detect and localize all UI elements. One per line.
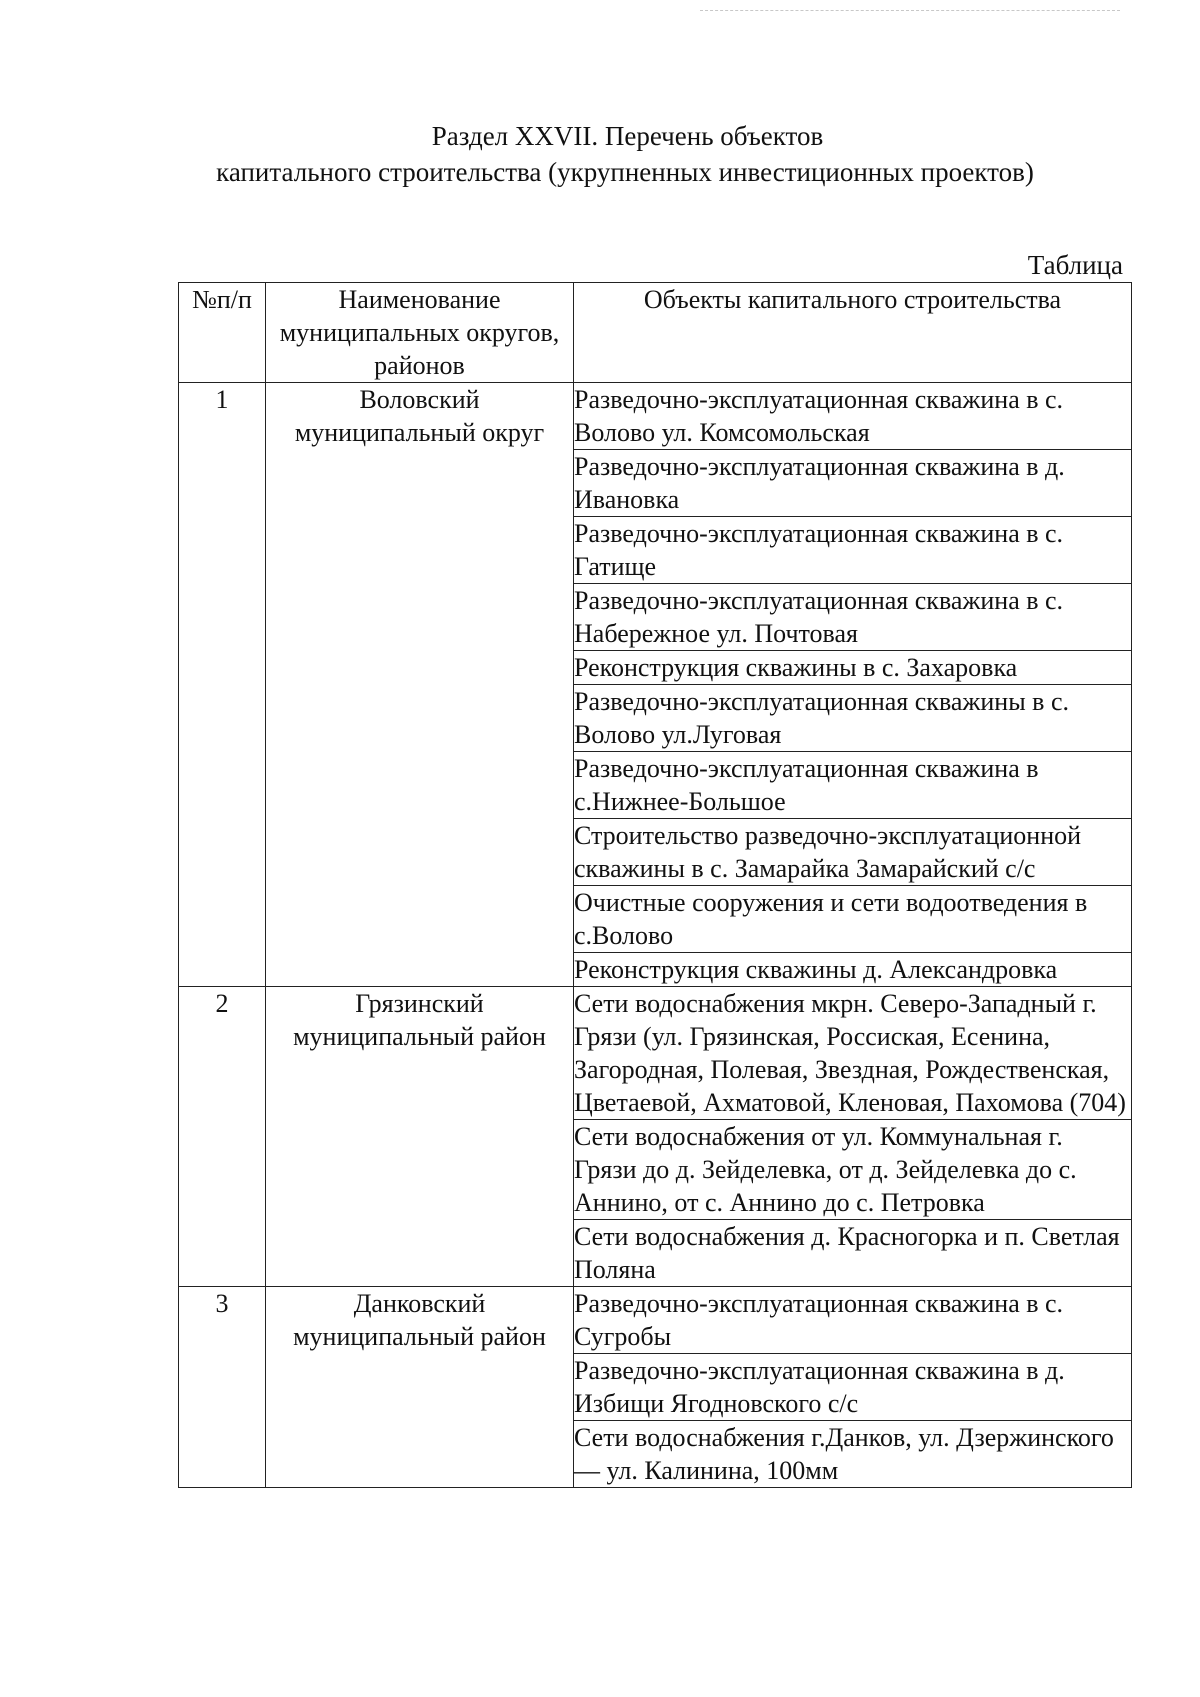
object-cell: Разведочно-эксплуатационная скважина в с. Набережное ул. Почтовая bbox=[574, 584, 1132, 651]
object-cell: Строительство разведочно-эксплуатационной скважины в с. Замарайка Замарайский с/с bbox=[574, 819, 1132, 886]
objects-table bbox=[178, 282, 1132, 1488]
object-cell: Разведочно-эксплуатационная скважина в с.Нижнее-Большое bbox=[574, 752, 1132, 819]
row-number: 1 bbox=[179, 383, 266, 987]
district-name: Воловский муниципальный округ bbox=[266, 383, 574, 987]
object-cell: Сети водоснабжения от ул. Коммунальная г. Грязи до д. Зейделевка, от д. Зейделевка до с. Аннино, от с. Аннино до с. Петровка bbox=[574, 1120, 1132, 1220]
table-row bbox=[179, 987, 1132, 1120]
district-name: Данковский муниципальный район bbox=[266, 1287, 574, 1488]
district-name: Грязинский муниципальный район bbox=[266, 987, 574, 1287]
object-cell: Сети водоснабжения мкрн. Северо-Западный г. Грязи (ул. Грязинская, Россиская, Есенина, Загородная, Полевая, Звездная, Рождественская, Цветаевой, Ахматовой, Кленовая, Пахомова (704) bbox=[574, 987, 1132, 1120]
column-header-objects: Объекты капитального строительства bbox=[574, 283, 1132, 383]
row-number: 2 bbox=[179, 987, 266, 1287]
object-cell: Разведочно-эксплуатационная скважина в с. Гатище bbox=[574, 517, 1132, 584]
object-cell: Реконструкция скважины д. Александровка bbox=[574, 953, 1132, 987]
object-cell: Очистные сооружения и сети водоотведения в с.Волово bbox=[574, 886, 1132, 953]
row-number: 3 bbox=[179, 1287, 266, 1488]
object-cell: Разведочно-эксплуатационная скважина в с. Сугробы bbox=[574, 1287, 1132, 1354]
column-header-district: Наименование муниципальных округов, районов bbox=[266, 283, 574, 383]
object-cell: Разведочно-эксплуатационная скважина в д. Избищи Ягодновского с/с bbox=[574, 1354, 1132, 1421]
object-cell: Разведочно-эксплуатационная скважина в д. Ивановка bbox=[574, 450, 1132, 517]
column-header-number: №п/п bbox=[179, 283, 266, 383]
object-cell: Сети водоснабжения г.Данков, ул. Дзержинского — ул. Калинина, 100мм bbox=[574, 1421, 1132, 1488]
table-row bbox=[179, 383, 1132, 450]
object-cell: Реконструкция скважины в с. Захаровка bbox=[574, 651, 1132, 685]
table-caption: Таблица bbox=[1027, 250, 1123, 280]
object-cell: Сети водоснабжения д. Красногорка и п. Светлая Поляна bbox=[574, 1220, 1132, 1287]
scan-artifact-line bbox=[700, 10, 1120, 12]
table-header-row bbox=[179, 283, 1132, 383]
table-row bbox=[179, 1287, 1132, 1354]
section-title bbox=[0, 118, 1200, 190]
section-title-line2: капитального строительства (укрупненных инвестиционных проектов) bbox=[216, 157, 1034, 187]
section-title-line1: Раздел XXVII. Перечень объектов bbox=[431, 121, 824, 151]
object-cell: Разведочно-эксплуатационная скважина в с. Волово ул. Комсомольская bbox=[574, 383, 1132, 450]
object-cell: Разведочно-эксплуатационная скважины в с. Волово ул.Луговая bbox=[574, 685, 1132, 752]
